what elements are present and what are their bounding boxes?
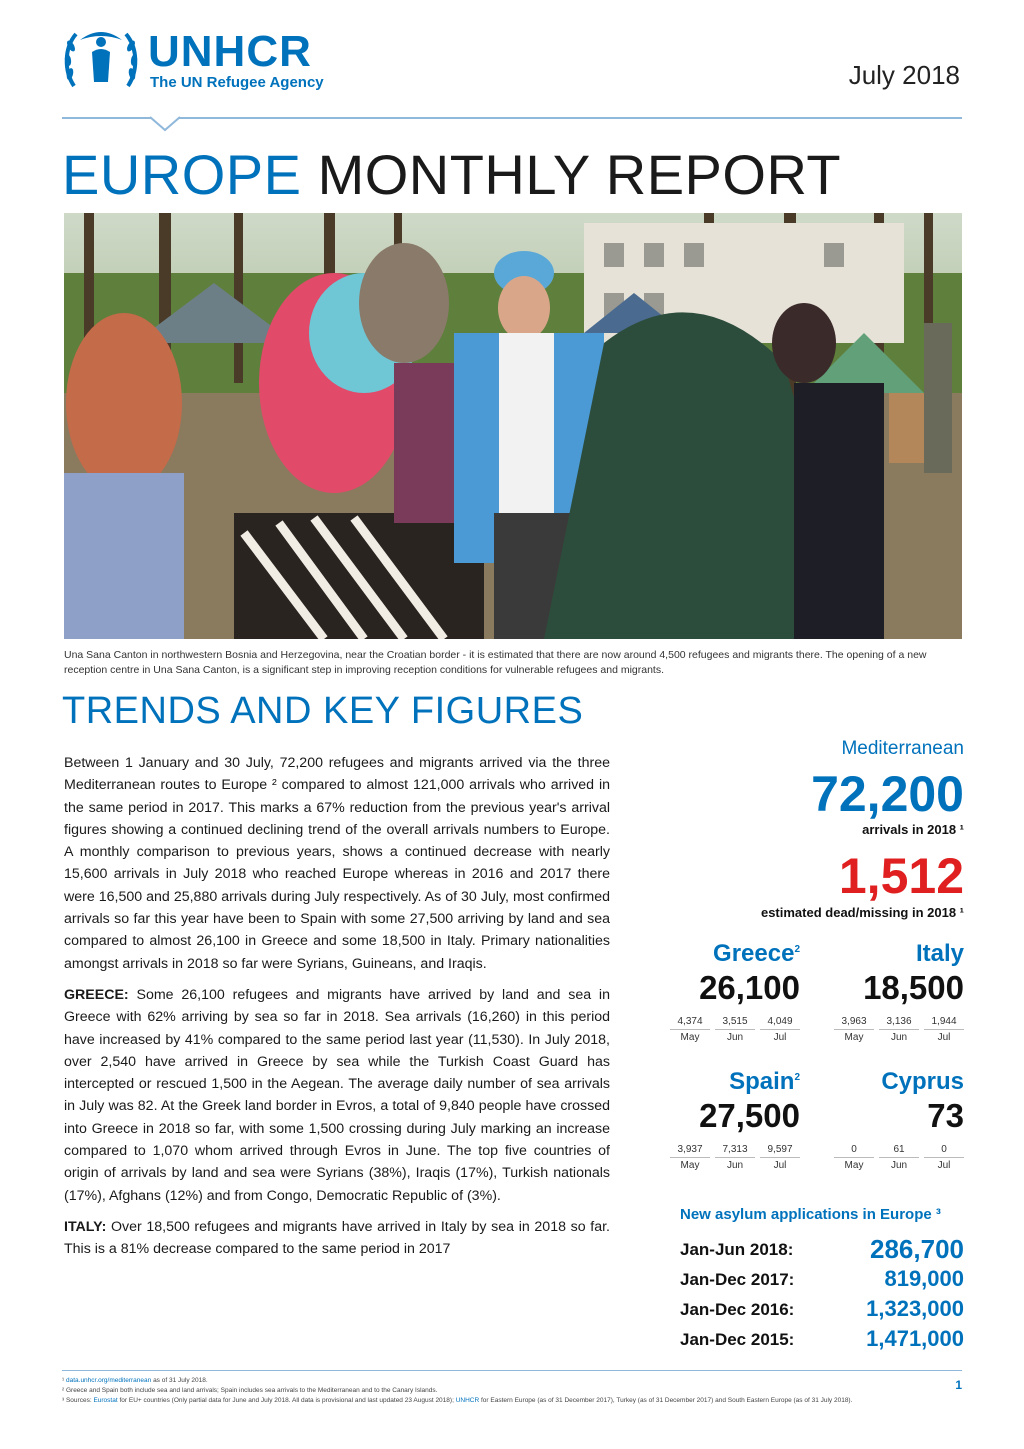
month-label: Jun: [879, 1029, 919, 1045]
mediterranean-label: Mediterranean: [841, 738, 964, 759]
country-total: 18,500: [863, 969, 964, 1006]
title-europe: EUROPE: [62, 143, 302, 206]
country-name: [834, 1068, 964, 1096]
month-cell: [760, 1142, 800, 1173]
italy-text: Over 18,500 refugees and migrants have arrived in Italy by sea in 2018 so far. This is a 81% decrease compared to the same period in 2017: [64, 1218, 610, 1258]
month-cell: [834, 1142, 874, 1173]
monthly-breakdown: [834, 1142, 964, 1173]
country-block-greece: [670, 940, 800, 1045]
month-label: May: [834, 1157, 874, 1173]
month-value: 61: [893, 1144, 905, 1155]
month-cell: [715, 1142, 755, 1173]
asylum-period: Jan-Jun 2018:: [680, 1240, 794, 1259]
footnotes: [62, 1376, 942, 1406]
arrivals-label: arrivals in 2018 ¹: [862, 822, 964, 837]
country-block-italy: [834, 940, 964, 1045]
unhcr-emblem-icon: [62, 26, 140, 94]
monthly-breakdown: [834, 1014, 964, 1045]
month-label: Jul: [760, 1157, 800, 1173]
month-label: Jul: [760, 1029, 800, 1045]
rule-notch-icon: [150, 116, 180, 132]
dead-missing-value: 1,512: [838, 848, 964, 904]
month-cell: [670, 1142, 710, 1173]
month-label: Jun: [715, 1157, 755, 1173]
month-label: May: [834, 1029, 874, 1045]
country-footnote-ref: 2: [794, 1072, 800, 1083]
page-title: [62, 140, 841, 210]
cover-photo-illustration: [64, 213, 962, 639]
dead-missing-label: estimated dead/missing in 2018 ¹: [760, 905, 964, 920]
asylum-period: Jan-Dec 2015:: [680, 1330, 795, 1349]
logo-wordmark: UNHCR: [148, 27, 312, 76]
cover-photo: [64, 213, 962, 639]
footnote-1: ¹ data.unhcr.org/mediterranean as of 31 July 2018.: [62, 1377, 208, 1384]
footnote-3-intro: ³ Sources:: [62, 1397, 94, 1404]
country-name-text: Italy: [915, 940, 964, 967]
month-cell: [924, 1142, 964, 1173]
month-cell: [715, 1014, 755, 1045]
month-cell: [760, 1014, 800, 1045]
arrivals-value: 72,200: [811, 766, 964, 822]
month-value: 0: [851, 1144, 857, 1155]
asylum-heading: New asylum applications in Europe ³: [680, 1206, 941, 1223]
unhcr-logo: [62, 26, 352, 96]
footnote-3: [62, 1396, 942, 1406]
paragraph-overview: Between 1 January and 30 July, 72,200 refugees and migrants arrived via the three Mediterranean routes to Europe ² compared to almost 121,000 arrivals who arrived in the same period in 2017. This marks a 67% reduction from the previous year's arrival figures showing a continued declining trend of the overall arrivals numbers to Europe. A monthly comparison to previous years, shows a continued decrease with nearly 15,600 arrivals in July 2018 who reached Europe whereas in 2016 and 2017 there were 16,500 and 25,880 arrivals during July respectively. As of 30 July, most confirmed arrivals so far this year have been to Spain with some 27,500 arriving by land and sea compared to almost 26,100 in Greece and some 18,500 in Italy. Primary nationalities amongst arrivals in 2018 so far were Syrians, Guineans, and Iraqis.: [64, 755, 610, 972]
asylum-period: Jan-Dec 2017:: [680, 1270, 795, 1289]
title-monthly-report: MONTHLY REPORT: [317, 143, 842, 206]
month-cell: [879, 1142, 919, 1173]
photo-caption: Una Sana Canton in northwestern Bosnia and Herzegovina, near the Croatian border - it is estimated that there are now around 4,500 refugees and migrants there. The opening of a new reception centre in Una Sana Canton, is a significant step in improving reception conditions for vulnerable refugees and migrants.: [64, 649, 927, 676]
logo-tagline: The UN Refugee Agency: [150, 74, 324, 91]
month-value: 1,944: [931, 1016, 957, 1027]
country-block-spain: [670, 1068, 800, 1173]
country-footnote-ref: 2: [794, 944, 800, 955]
country-name-text: Greece: [713, 940, 795, 967]
month-label: May: [670, 1157, 710, 1173]
footnote-link-portal[interactable]: data.unhcr.org/mediterranean: [65, 1377, 152, 1384]
month-value: 0: [941, 1144, 947, 1155]
italy-label: ITALY:: [64, 1218, 107, 1235]
month-label: Jun: [715, 1029, 755, 1045]
monthly-breakdown: [670, 1142, 800, 1173]
paragraph-italy: [64, 1216, 610, 1261]
footnote-2: ² Greece and Spain both include sea and land arrivals; Spain includes sea arrivals to the Mediterranean and to the Canary Islands.: [62, 1387, 438, 1394]
month-value: 3,963: [841, 1016, 867, 1027]
footnote-3-end: for Eastern Europe (as of 31 December 2017), Turkey (as of 31 December 2017) and South Eastern Europe (as of 31 July 2018).: [479, 1397, 853, 1404]
month-value: 4,374: [677, 1016, 703, 1027]
country-name: [670, 1068, 800, 1096]
footnote-link-eurostat[interactable]: Eurostat: [93, 1397, 118, 1404]
footnote-1-text: as of 31 July 2018.: [151, 1377, 208, 1384]
country-name: [834, 940, 964, 968]
paragraph-greece: [64, 984, 610, 1207]
asylum-value: 286,700: [870, 1234, 964, 1264]
key-figures-panel: [660, 738, 964, 1358]
country-total: 27,500: [699, 1097, 800, 1134]
month-label: Jun: [879, 1157, 919, 1173]
asylum-value: 1,471,000: [866, 1326, 964, 1351]
footnote-link-unhcr[interactable]: UNHCR: [455, 1397, 480, 1404]
month-value: 3,136: [886, 1016, 912, 1027]
asylum-value: 819,000: [884, 1266, 964, 1291]
greece-label: GREECE:: [64, 986, 129, 1003]
footer-rule: [62, 1370, 962, 1371]
country-name-text: Spain: [729, 1068, 795, 1095]
month-cell: [924, 1014, 964, 1045]
country-total: 26,100: [699, 969, 800, 1006]
header-rule: [62, 117, 962, 119]
month-cell: [834, 1014, 874, 1045]
page-number: 1: [955, 1378, 962, 1392]
month-cell: [879, 1014, 919, 1045]
month-value: 3,515: [722, 1016, 748, 1027]
month-value: 9,597: [767, 1144, 793, 1155]
body-text: [64, 752, 610, 1270]
report-date: July 2018: [848, 60, 960, 90]
country-name: [670, 940, 800, 968]
monthly-breakdown: [670, 1014, 800, 1045]
month-label: May: [670, 1029, 710, 1045]
month-value: 7,313: [722, 1144, 748, 1155]
country-block-cyprus: [834, 1068, 964, 1173]
section-heading: TRENDS AND KEY FIGURES: [62, 690, 584, 732]
asylum-value: 1,323,000: [866, 1296, 964, 1321]
month-label: Jul: [924, 1157, 964, 1173]
asylum-period: Jan-Dec 2016:: [680, 1300, 795, 1319]
month-value: 3,937: [677, 1144, 703, 1155]
footnote-3-mid: for EU+ countries (Only partial data for June and July 2018. All data is provisional and last updated 23 August 2018);: [117, 1397, 456, 1404]
month-cell: [670, 1014, 710, 1045]
month-value: 4,049: [767, 1016, 793, 1027]
month-label: Jul: [924, 1029, 964, 1045]
greece-text: Some 26,100 refugees and migrants have arrived by land and sea in Greece with 62% arriving by sea so far in 2018. Sea arrivals (16,260) in this period have increased by 41% compared to the same period last year (11,530). In July 2018, over 2,540 have arrived in Greece by sea while the Turkish Coast Guard has intercepted or rescued 1,500 in the Aegean. The average daily number of sea arrivals in July was 82. At the Greek land border in Evros, a total of 9,840 people have crossed into Greece in 2018 so far, with some 1,500 crossing during July marking an increase compared to 1,070 whom arrived through Evros in June. The top five countries of origin of arrivals by land and sea were Syrians (38%), Iraqis (17%), Turkish nationals (17%), Afghans (12%) and from Congo, Democratic Republic of (3%).: [64, 986, 610, 1204]
country-total: 73: [927, 1097, 964, 1134]
country-name-text: Cyprus: [881, 1068, 964, 1095]
